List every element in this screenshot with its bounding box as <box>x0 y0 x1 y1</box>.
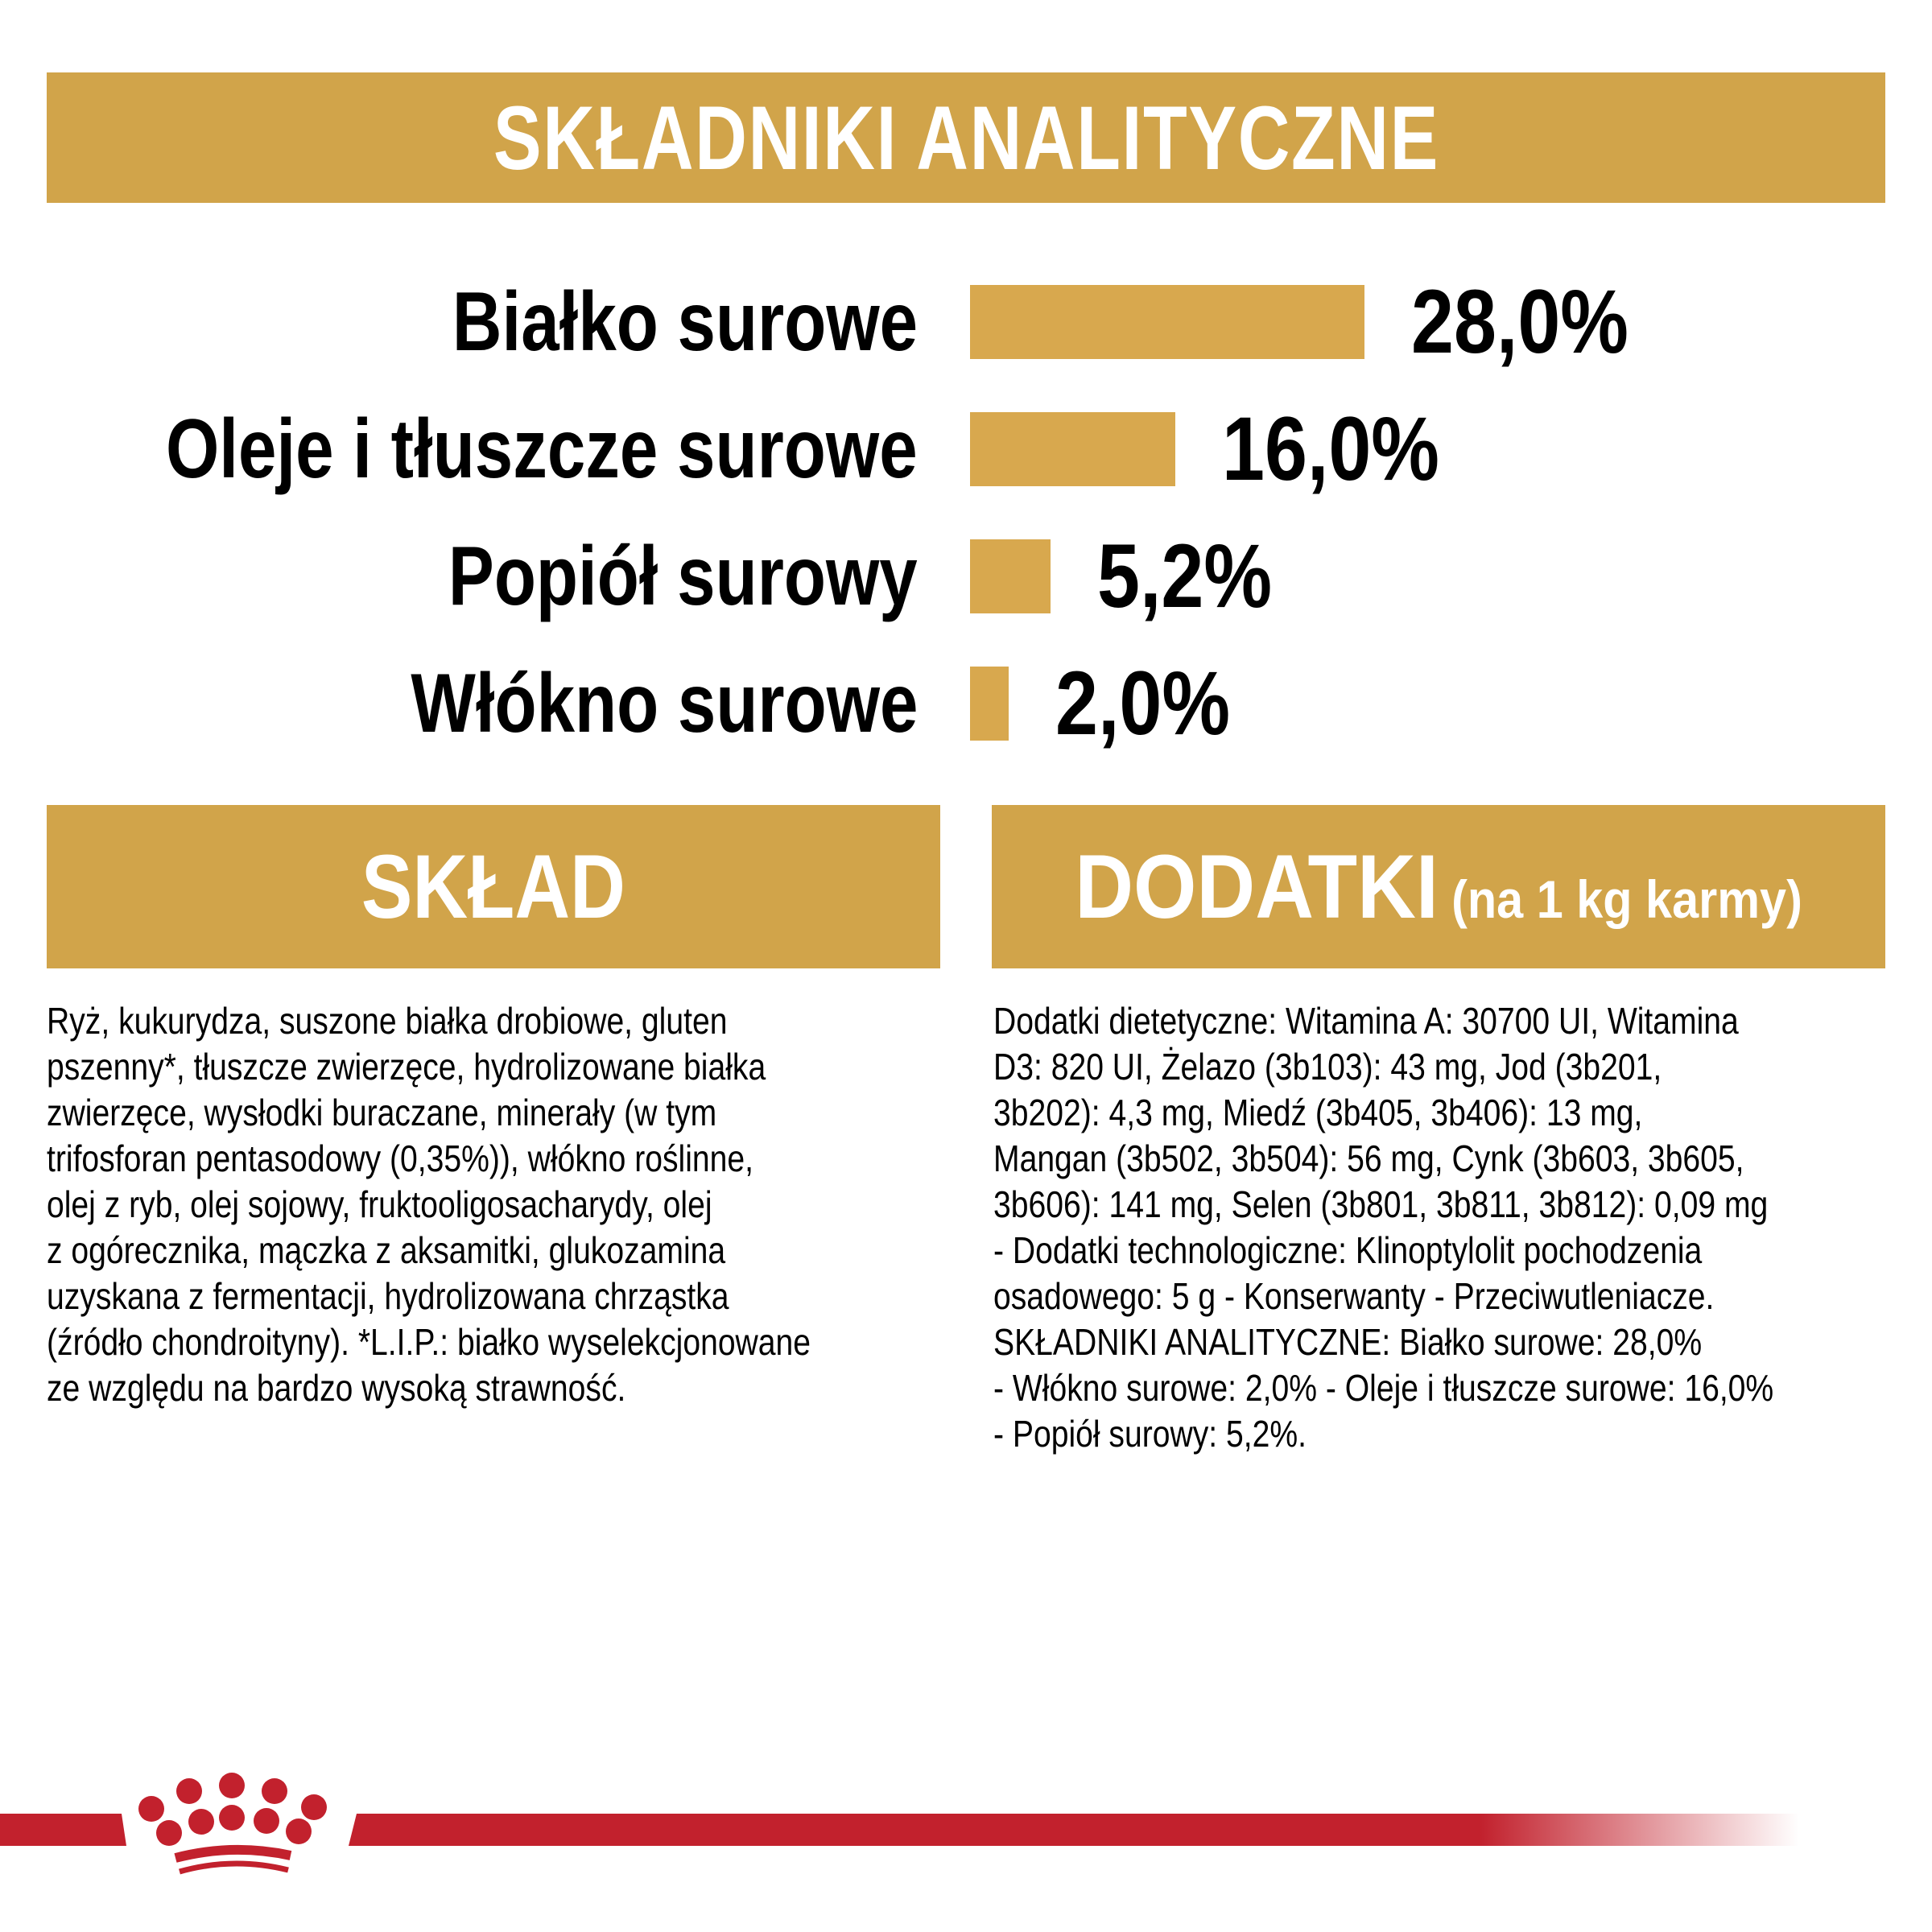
brand-stripe-left <box>0 1814 126 1846</box>
text-line: trifosforan pentasodowy (0,35%)), włókno roślinne, <box>47 1137 754 1179</box>
chart-category-label: Włókno surowe <box>410 657 918 750</box>
text-line: olej z ryb, olej sojowy, fruktooligosacharydy, olej <box>47 1183 712 1225</box>
additives-header-box <box>992 805 1885 968</box>
chart-row <box>0 398 1932 499</box>
chart-row <box>0 653 1932 753</box>
chart-bar-zone <box>970 398 1478 499</box>
text-line: - Dodatki technologiczne: Klinoptylolit pochodzenia <box>993 1229 1703 1271</box>
text-line: - Włókno surowe: 2,0% - Oleje i tłuszcze surowe: 16,0% <box>993 1367 1774 1409</box>
text-line: pszenny*, tłuszcze zwierzęce, hydrolizowane białka <box>47 1046 766 1088</box>
brand-stripe-right <box>349 1814 1799 1846</box>
text-line: z ogórecznika, mączka z aksamitki, glukozamina <box>47 1229 726 1271</box>
additives-subtitle: (na 1 kg karmy) <box>1451 869 1802 929</box>
composition-header-box <box>47 805 940 968</box>
text-line: uzyskana z fermentacji, hydrolizowana chrząstka <box>47 1275 729 1317</box>
chart-category-label: Oleje i tłuszcze surowe <box>166 402 918 496</box>
chart-category-label: Popiół surowy <box>448 530 918 623</box>
chart-value-label: 16,0% <box>1222 398 1439 499</box>
chart-bar-zone <box>970 653 1261 753</box>
text-line: SKŁADNIKI ANALITYCZNE: Białko surowe: 28,0% <box>993 1321 1703 1363</box>
royal-canin-crown-icon <box>135 1768 328 1880</box>
chart-bar <box>970 539 1051 613</box>
chart-bar-zone <box>970 271 1667 372</box>
text-line: osadowego: 5 g - Konserwanty - Przeciwutleniacze. <box>993 1275 1715 1317</box>
composition-title: SKŁAD <box>361 836 625 937</box>
page-title: SKŁADNIKI ANALITYCZNE <box>493 87 1439 188</box>
analytical-components-banner <box>47 72 1885 203</box>
text-line: zwierzęce, wysłodki buraczane, minerały (w tym <box>47 1092 717 1133</box>
chart-row <box>0 526 1932 626</box>
text-line: 3b202): 4,3 mg, Miedź (3b405, 3b406): 13 mg, <box>993 1092 1643 1133</box>
text-line: ze względu na bardzo wysoką strawność. <box>47 1367 626 1409</box>
additives-title: DODATKI <box>1075 836 1439 937</box>
text-line: D3: 820 UI, Żelazo (3b103): 43 mg, Jod (3b201, <box>993 1046 1662 1088</box>
chart-bar <box>970 285 1364 359</box>
chart-bar-zone <box>970 526 1302 626</box>
text-line: Dodatki dietetyczne: Witamina A: 30700 UI, Witamina <box>993 1000 1739 1042</box>
chart-bar <box>970 412 1175 486</box>
chart-value-label: 28,0% <box>1411 271 1629 372</box>
chart-category-label: Białko surowe <box>452 275 918 369</box>
text-line: - Popiół surowy: 5,2%. <box>993 1413 1307 1455</box>
additives-text <box>993 998 1773 1457</box>
chart-bar <box>970 667 1009 741</box>
chart-row <box>0 271 1932 372</box>
chart-value-label: 2,0% <box>1055 653 1230 753</box>
text-line: Ryż, kukurydza, suszone białka drobiowe, gluten <box>47 1000 728 1042</box>
text-line: 3b606): 141 mg, Selen (3b801, 3b811, 3b812): 0,09 mg <box>993 1183 1769 1225</box>
text-line: Mangan (3b502, 3b504): 56 mg, Cynk (3b603, 3b605, <box>993 1137 1744 1179</box>
chart-value-label: 5,2% <box>1097 526 1272 626</box>
additives-title-group <box>1075 835 1802 939</box>
composition-text <box>47 998 811 1411</box>
text-line: (źródło chondroityny). *L.I.P.: białko wyselekcjonowane <box>47 1321 811 1363</box>
